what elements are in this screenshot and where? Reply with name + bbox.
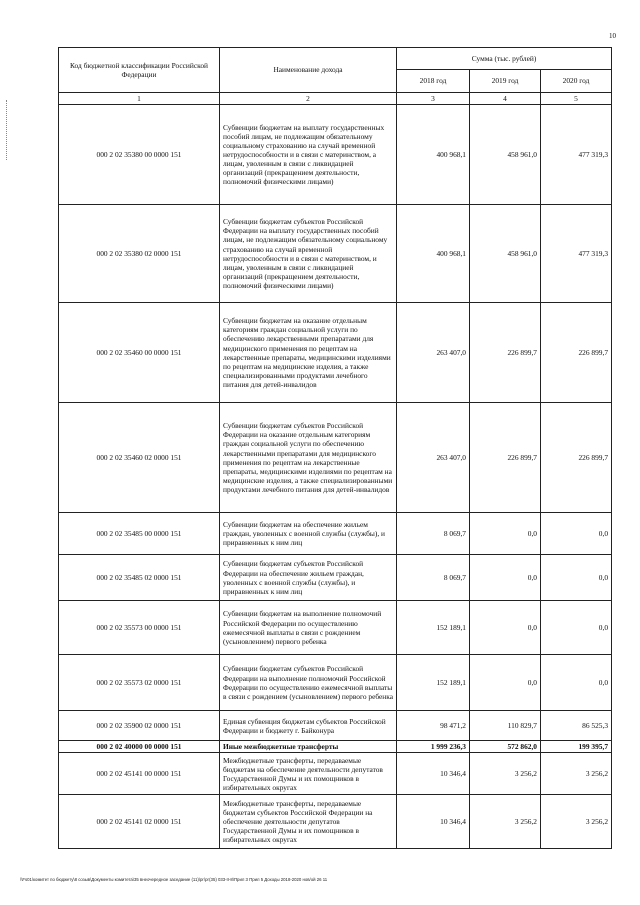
table-row: [59, 555, 612, 601]
header-sum: Сумма (тыс. рублей): [397, 48, 612, 70]
row-value-2019: 458 961,0: [470, 205, 541, 303]
row-value-2020: 0,0: [541, 555, 612, 601]
row-value-2018: 152 189,1: [397, 655, 470, 711]
row-value-2019: 110 829,7: [470, 711, 541, 741]
row-value-2020: 199 395,7: [541, 741, 612, 753]
row-value-2020: 0,0: [541, 655, 612, 711]
row-value-2019: 3 256,2: [470, 753, 541, 795]
row-value-2019: 0,0: [470, 555, 541, 601]
row-name: Субвенции бюджетам на обеспечение жильем граждан, уволенных с военной службы (службы), и приравненных к ним лиц: [220, 513, 397, 555]
row-code: 000 2 02 35573 00 0000 151: [59, 601, 220, 655]
header-colnum: 2: [220, 93, 397, 105]
file-path-footer: \\Fs01\комитет по бюджету\8 созыв\Документы комитета\35 внеочередное заседание (11)\рг\рг(35) 033-II-8\Прил 3 Прил 5 Доходы 2018-2020 нов/ой 26 11: [20, 877, 328, 882]
row-code: 000 2 02 45141 02 0000 151: [59, 795, 220, 849]
row-name: Субвенции бюджетам на оказание отдельным категориям граждан социальной услуги по обеспечению лекарственными препаратами для медицинского применения по рецептам на лекарственные препараты, медицинскими изделиями по рецептам на медицинские изделия, а также специализированными продуктами лечебного питания для детей-инвалидов: [220, 303, 397, 403]
row-value-2018: 152 189,1: [397, 601, 470, 655]
row-code: 000 2 02 35460 00 0000 151: [59, 303, 220, 403]
header-colnum: 1: [59, 93, 220, 105]
row-code: 000 2 02 35573 02 0000 151: [59, 655, 220, 711]
row-value-2019: 572 862,0: [470, 741, 541, 753]
table-row: [59, 403, 612, 513]
row-value-2018: 1 999 236,3: [397, 741, 470, 753]
row-value-2020: 0,0: [541, 601, 612, 655]
row-value-2020: 226 899,7: [541, 403, 612, 513]
table-row: [59, 601, 612, 655]
row-name: Межбюджетные трансферты, передаваемые бюджетам субъектов Российской Федерации на обеспечение деятельности депутатов Государственной Думы и их помощников в избирательных округах: [220, 795, 397, 849]
row-code: 000 2 02 45141 00 0000 151: [59, 753, 220, 795]
row-value-2019: 3 256,2: [470, 795, 541, 849]
header-code: Код бюджетной классификации Российской Федерации: [59, 48, 220, 93]
row-value-2019: 0,0: [470, 601, 541, 655]
row-value-2019: 458 961,0: [470, 105, 541, 205]
row-value-2018: 400 968,1: [397, 205, 470, 303]
header-year-2019: 2019 год: [470, 70, 541, 93]
row-code: 000 2 02 35380 02 0000 151: [59, 205, 220, 303]
row-name: Единая субвенция бюджетам субъектов Российской Федерации и бюджету г. Байконура: [220, 711, 397, 741]
table-row: [59, 105, 612, 205]
header-colnum: 4: [470, 93, 541, 105]
row-name: Субвенции бюджетам субъектов Российской Федерации на оказание отдельным категориям граждан социальной услуги по обеспечению лекарственными препаратами для медицинского применения по рецептам на лекарственные препараты, медицинскими изделиями по рецептам на медицинские изделия, а также специализированными продуктами лечебного питания для детей-инвалидов: [220, 403, 397, 513]
table-row: [59, 753, 612, 795]
row-code: 000 2 02 35485 00 0000 151: [59, 513, 220, 555]
row-value-2018: 8 069,7: [397, 513, 470, 555]
row-value-2020: 0,0: [541, 513, 612, 555]
row-code: 000 2 02 35900 02 0000 151: [59, 711, 220, 741]
header-year-2020: 2020 год: [541, 70, 612, 93]
row-value-2018: 263 407,0: [397, 403, 470, 513]
page-number: 10: [609, 32, 616, 40]
row-value-2018: 263 407,0: [397, 303, 470, 403]
row-name: Субвенции бюджетам субъектов Российской Федерации на выплату государственных пособий лицам, не подлежащим обязательному социальному страхованию на случай временной нетрудоспособности и в связи с материнством, и лицам, уволенным в связи с ликвидацией организаций (прекращением деятельности, полномочий физическими лицами): [220, 205, 397, 303]
table-row: [59, 205, 612, 303]
table-row: [59, 711, 612, 741]
row-name: Иные межбюджетные трансферты: [220, 741, 397, 753]
table-row-total: [59, 741, 612, 753]
row-name: Субвенции бюджетам субъектов Российской Федерации на выполнение полномочий Российской Федерации по осуществлению ежемесячной выплаты в связи с рождением (усыновлением) первого ребенка: [220, 655, 397, 711]
row-name: Субвенции бюджетам на выплату государственных пособий лицам, не подлежащим обязательному социальному страхованию на случай временной нетрудоспособности и в связи с материнством, а лицам, уволенным в связи с ликвидацией организаций (прекращением деятельности, полномочий физическими лицами): [220, 105, 397, 205]
header-year-2018: 2018 год: [397, 70, 470, 93]
table-row: [59, 655, 612, 711]
row-code: 000 2 02 35380 00 0000 151: [59, 105, 220, 205]
row-value-2020: 477 319,3: [541, 105, 612, 205]
row-value-2018: 10 346,4: [397, 753, 470, 795]
header-colnum: 5: [541, 93, 612, 105]
header-colnum: 3: [397, 93, 470, 105]
row-value-2018: 8 069,7: [397, 555, 470, 601]
row-value-2020: 226 899,7: [541, 303, 612, 403]
revenue-table: [58, 47, 612, 849]
row-code: 000 2 02 40000 00 0000 151: [59, 741, 220, 753]
table-row: [59, 795, 612, 849]
row-code: 000 2 02 35460 02 0000 151: [59, 403, 220, 513]
row-name: Межбюджетные трансферты, передаваемые бюджетам на обеспечение деятельности депутатов Государственной Думы и их помощников в избирательных округах: [220, 753, 397, 795]
row-value-2019: 226 899,7: [470, 303, 541, 403]
row-code: 000 2 02 35485 02 0000 151: [59, 555, 220, 601]
row-value-2018: 400 968,1: [397, 105, 470, 205]
row-value-2019: 226 899,7: [470, 403, 541, 513]
row-name: Субвенции бюджетам субъектов Российской Федерации на обеспечение жильем граждан, уволенных с военной службы (службы), и приравненных к ним лиц: [220, 555, 397, 601]
row-value-2018: 98 471,2: [397, 711, 470, 741]
row-value-2019: 0,0: [470, 655, 541, 711]
table-row: [59, 303, 612, 403]
row-value-2020: 477 319,3: [541, 205, 612, 303]
row-value-2020: 3 256,2: [541, 795, 612, 849]
row-value-2018: 10 346,4: [397, 795, 470, 849]
row-value-2020: 86 525,3: [541, 711, 612, 741]
header-name: Наименование дохода: [220, 48, 397, 93]
row-value-2020: 3 256,2: [541, 753, 612, 795]
binding-margin-marks: [6, 100, 8, 160]
table-row: [59, 513, 612, 555]
row-name: Субвенции бюджетам на выполнение полномочий Российской Федерации по осуществлению ежемесячной выплаты в связи с рождением (усыновлением) первого ребенка: [220, 601, 397, 655]
row-value-2019: 0,0: [470, 513, 541, 555]
